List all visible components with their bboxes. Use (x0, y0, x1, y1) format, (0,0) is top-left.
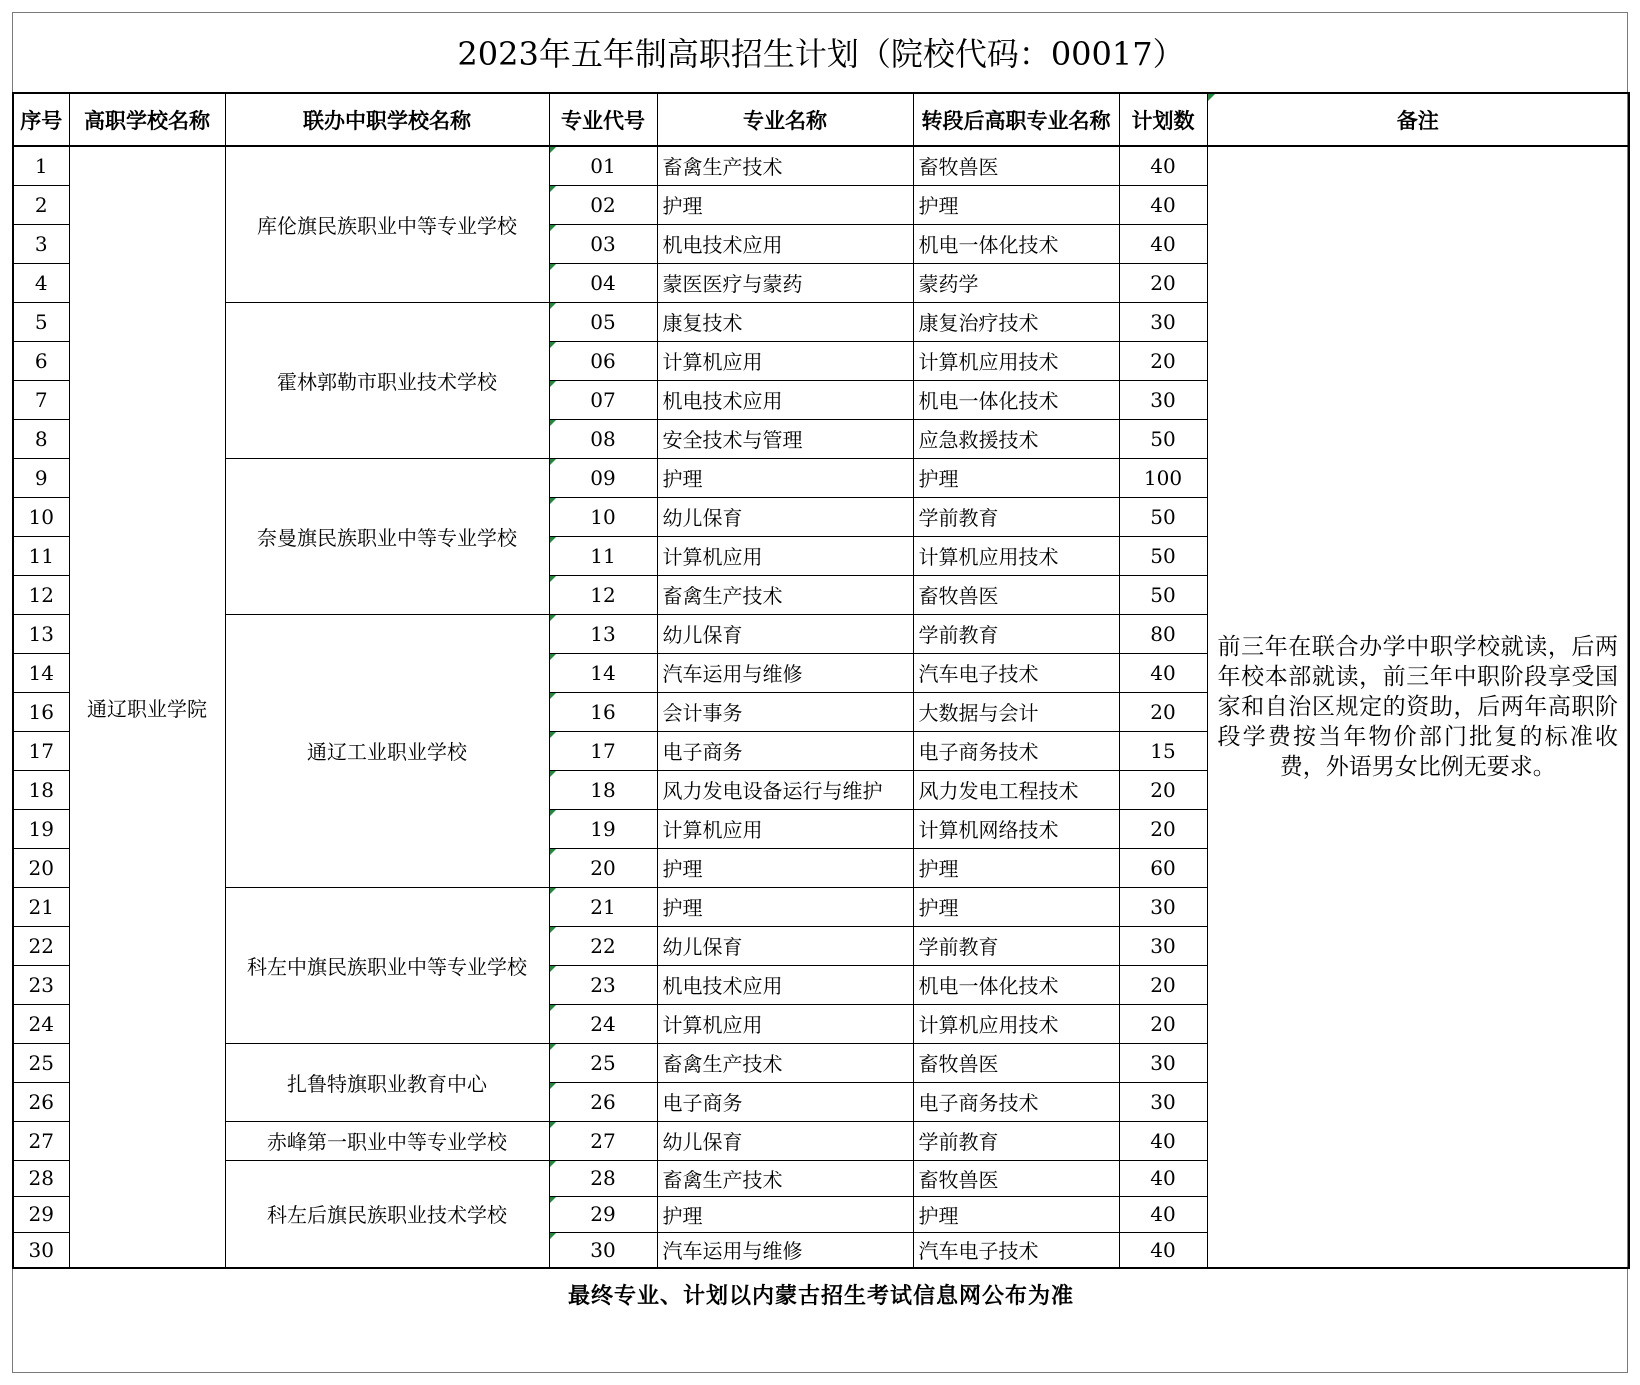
plan-count-cell: 15 (1119, 731, 1207, 770)
seq-cell: 22 (13, 926, 69, 965)
transfer-major-cell: 学前教育 (913, 1121, 1119, 1160)
seq-cell: 4 (13, 263, 69, 302)
seq-cell: 20 (13, 848, 69, 887)
note-cell: 前三年在联合办学中职学校就读，后两年校本部就读，前三年中职阶段享受国家和自治区规定的资助，后两年高职阶段学费按当年物价部门批复的标准收费，外语男女比例无要求。 (1207, 146, 1629, 1268)
transfer-major-cell: 机电一体化技术 (913, 965, 1119, 1004)
major-name-cell: 计算机应用 (657, 341, 913, 380)
transfer-major-cell: 学前教育 (913, 497, 1119, 536)
major-name-cell: 机电技术应用 (657, 224, 913, 263)
transfer-major-cell: 大数据与会计 (913, 692, 1119, 731)
major-code-cell: 13 (549, 614, 657, 653)
major-code-cell: 30 (549, 1232, 657, 1268)
major-code-cell: 14 (549, 653, 657, 692)
plan-count-cell: 40 (1119, 224, 1207, 263)
plan-count-cell: 30 (1119, 926, 1207, 965)
seq-cell: 1 (13, 146, 69, 185)
seq-cell: 17 (13, 731, 69, 770)
transfer-major-cell: 计算机应用技术 (913, 1004, 1119, 1043)
plan-count-cell: 20 (1119, 341, 1207, 380)
major-code-cell: 02 (549, 185, 657, 224)
transfer-major-cell: 畜牧兽医 (913, 1043, 1119, 1082)
transfer-major-cell: 护理 (913, 887, 1119, 926)
partner-school-cell: 赤峰第一职业中等专业学校 (225, 1121, 549, 1160)
seq-cell: 18 (13, 770, 69, 809)
major-name-cell: 幼儿保育 (657, 614, 913, 653)
partner-school-cell: 科左中旗民族职业中等专业学校 (225, 887, 549, 1043)
major-code-cell: 09 (549, 458, 657, 497)
plan-count-cell: 50 (1119, 497, 1207, 536)
plan-count-cell: 40 (1119, 146, 1207, 185)
enrollment-plan-table (12, 12, 1630, 1319)
footer-note: 最终专业、计划以内蒙古招生考试信息网公布为准 (13, 1268, 1629, 1319)
header-major-code: 专业代号 (549, 93, 657, 146)
major-code-cell: 06 (549, 341, 657, 380)
major-name-cell: 风力发电设备运行与维护 (657, 770, 913, 809)
transfer-major-cell: 汽车电子技术 (913, 653, 1119, 692)
seq-cell: 9 (13, 458, 69, 497)
seq-cell: 12 (13, 575, 69, 614)
plan-count-cell: 20 (1119, 809, 1207, 848)
seq-cell: 14 (13, 653, 69, 692)
major-name-cell: 畜禽生产技术 (657, 1043, 913, 1082)
plan-count-cell: 100 (1119, 458, 1207, 497)
plan-count-cell: 40 (1119, 1121, 1207, 1160)
transfer-major-cell: 应急救援技术 (913, 419, 1119, 458)
major-code-cell: 07 (549, 380, 657, 419)
plan-count-cell: 40 (1119, 653, 1207, 692)
plan-count-cell: 80 (1119, 614, 1207, 653)
plan-count-cell: 30 (1119, 1082, 1207, 1121)
major-code-cell: 17 (549, 731, 657, 770)
plan-count-cell: 30 (1119, 887, 1207, 926)
plan-count-cell: 40 (1119, 1196, 1207, 1232)
header-partner-school: 联办中职学校名称 (225, 93, 549, 146)
major-name-cell: 护理 (657, 848, 913, 887)
plan-count-cell: 60 (1119, 848, 1207, 887)
transfer-major-cell: 汽车电子技术 (913, 1232, 1119, 1268)
major-code-cell: 19 (549, 809, 657, 848)
partner-school-cell: 霍林郭勒市职业技术学校 (225, 302, 549, 458)
major-code-cell: 21 (549, 887, 657, 926)
major-name-cell: 畜禽生产技术 (657, 575, 913, 614)
seq-cell: 21 (13, 887, 69, 926)
plan-count-cell: 20 (1119, 770, 1207, 809)
major-name-cell: 电子商务 (657, 731, 913, 770)
plan-count-cell: 50 (1119, 575, 1207, 614)
plan-count-cell: 20 (1119, 692, 1207, 731)
seq-cell: 7 (13, 380, 69, 419)
major-name-cell: 护理 (657, 458, 913, 497)
table-title: 2023年五年制高职招生计划（院校代码：00017） (13, 12, 1629, 93)
major-code-cell: 26 (549, 1082, 657, 1121)
partner-school-cell: 扎鲁特旗职业教育中心 (225, 1043, 549, 1121)
transfer-major-cell: 学前教育 (913, 614, 1119, 653)
major-name-cell: 幼儿保育 (657, 1121, 913, 1160)
seq-cell: 24 (13, 1004, 69, 1043)
major-code-cell: 20 (549, 848, 657, 887)
major-name-cell: 幼儿保育 (657, 926, 913, 965)
major-code-cell: 25 (549, 1043, 657, 1082)
transfer-major-cell: 计算机应用技术 (913, 536, 1119, 575)
seq-cell: 13 (13, 614, 69, 653)
plan-count-cell: 40 (1119, 185, 1207, 224)
seq-cell: 30 (13, 1232, 69, 1268)
transfer-major-cell: 风力发电工程技术 (913, 770, 1119, 809)
transfer-major-cell: 护理 (913, 185, 1119, 224)
major-code-cell: 18 (549, 770, 657, 809)
major-name-cell: 护理 (657, 185, 913, 224)
major-name-cell: 蒙医医疗与蒙药 (657, 263, 913, 302)
transfer-major-cell: 护理 (913, 1196, 1119, 1232)
school-name-cell: 通辽职业学院 (69, 146, 225, 1268)
plan-count-cell: 40 (1119, 1232, 1207, 1268)
major-code-cell: 11 (549, 536, 657, 575)
plan-count-cell: 30 (1119, 1043, 1207, 1082)
transfer-major-cell: 计算机应用技术 (913, 341, 1119, 380)
transfer-major-cell: 蒙药学 (913, 263, 1119, 302)
transfer-major-cell: 电子商务技术 (913, 731, 1119, 770)
transfer-major-cell: 康复治疗技术 (913, 302, 1119, 341)
seq-cell: 28 (13, 1160, 69, 1196)
major-name-cell: 机电技术应用 (657, 965, 913, 1004)
major-name-cell: 电子商务 (657, 1082, 913, 1121)
major-name-cell: 护理 (657, 887, 913, 926)
seq-cell: 26 (13, 1082, 69, 1121)
major-code-cell: 29 (549, 1196, 657, 1232)
major-code-cell: 08 (549, 419, 657, 458)
plan-count-cell: 30 (1119, 302, 1207, 341)
major-code-cell: 10 (549, 497, 657, 536)
header-transfer-major: 转段后高职专业名称 (913, 93, 1119, 146)
major-name-cell: 幼儿保育 (657, 497, 913, 536)
major-code-cell: 24 (549, 1004, 657, 1043)
transfer-major-cell: 学前教育 (913, 926, 1119, 965)
transfer-major-cell: 机电一体化技术 (913, 380, 1119, 419)
major-name-cell: 会计事务 (657, 692, 913, 731)
seq-cell: 29 (13, 1196, 69, 1232)
seq-cell: 3 (13, 224, 69, 263)
transfer-major-cell: 护理 (913, 848, 1119, 887)
plan-count-cell: 20 (1119, 1004, 1207, 1043)
header-plan-count: 计划数 (1119, 93, 1207, 146)
plan-count-cell: 20 (1119, 263, 1207, 302)
seq-cell: 8 (13, 419, 69, 458)
transfer-major-cell: 畜牧兽医 (913, 575, 1119, 614)
major-name-cell: 计算机应用 (657, 1004, 913, 1043)
partner-school-cell: 库伦旗民族职业中等专业学校 (225, 146, 549, 302)
seq-cell: 6 (13, 341, 69, 380)
major-name-cell: 汽车运用与维修 (657, 1232, 913, 1268)
major-code-cell: 27 (549, 1121, 657, 1160)
header-school: 高职学校名称 (69, 93, 225, 146)
major-code-cell: 04 (549, 263, 657, 302)
transfer-major-cell: 电子商务技术 (913, 1082, 1119, 1121)
seq-cell: 23 (13, 965, 69, 1004)
major-code-cell: 05 (549, 302, 657, 341)
transfer-major-cell: 机电一体化技术 (913, 224, 1119, 263)
table-row (13, 146, 1629, 185)
plan-count-cell: 30 (1119, 380, 1207, 419)
plan-count-cell: 50 (1119, 536, 1207, 575)
plan-count-cell: 50 (1119, 419, 1207, 458)
seq-cell: 10 (13, 497, 69, 536)
header-seq: 序号 (13, 93, 69, 146)
major-name-cell: 机电技术应用 (657, 380, 913, 419)
seq-cell: 19 (13, 809, 69, 848)
plan-count-cell: 20 (1119, 965, 1207, 1004)
header-row (13, 93, 1629, 146)
seq-cell: 2 (13, 185, 69, 224)
major-name-cell: 计算机应用 (657, 536, 913, 575)
partner-school-cell: 通辽工业职业学校 (225, 614, 549, 887)
major-code-cell: 12 (549, 575, 657, 614)
seq-cell: 16 (13, 692, 69, 731)
transfer-major-cell: 畜牧兽医 (913, 1160, 1119, 1196)
major-code-cell: 23 (549, 965, 657, 1004)
transfer-major-cell: 护理 (913, 458, 1119, 497)
seq-cell: 25 (13, 1043, 69, 1082)
header-major-name: 专业名称 (657, 93, 913, 146)
seq-cell: 11 (13, 536, 69, 575)
major-code-cell: 03 (549, 224, 657, 263)
major-name-cell: 汽车运用与维修 (657, 653, 913, 692)
major-code-cell: 01 (549, 146, 657, 185)
transfer-major-cell: 畜牧兽医 (913, 146, 1119, 185)
partner-school-cell: 奈曼旗民族职业中等专业学校 (225, 458, 549, 614)
major-code-cell: 22 (549, 926, 657, 965)
major-name-cell: 畜禽生产技术 (657, 1160, 913, 1196)
plan-count-cell: 40 (1119, 1160, 1207, 1196)
seq-cell: 5 (13, 302, 69, 341)
header-note: 备注 (1207, 93, 1629, 146)
transfer-major-cell: 计算机网络技术 (913, 809, 1119, 848)
major-name-cell: 畜禽生产技术 (657, 146, 913, 185)
major-name-cell: 计算机应用 (657, 809, 913, 848)
partner-school-cell: 科左后旗民族职业技术学校 (225, 1160, 549, 1268)
major-name-cell: 护理 (657, 1196, 913, 1232)
seq-cell: 27 (13, 1121, 69, 1160)
major-code-cell: 16 (549, 692, 657, 731)
major-code-cell: 28 (549, 1160, 657, 1196)
major-name-cell: 安全技术与管理 (657, 419, 913, 458)
major-name-cell: 康复技术 (657, 302, 913, 341)
